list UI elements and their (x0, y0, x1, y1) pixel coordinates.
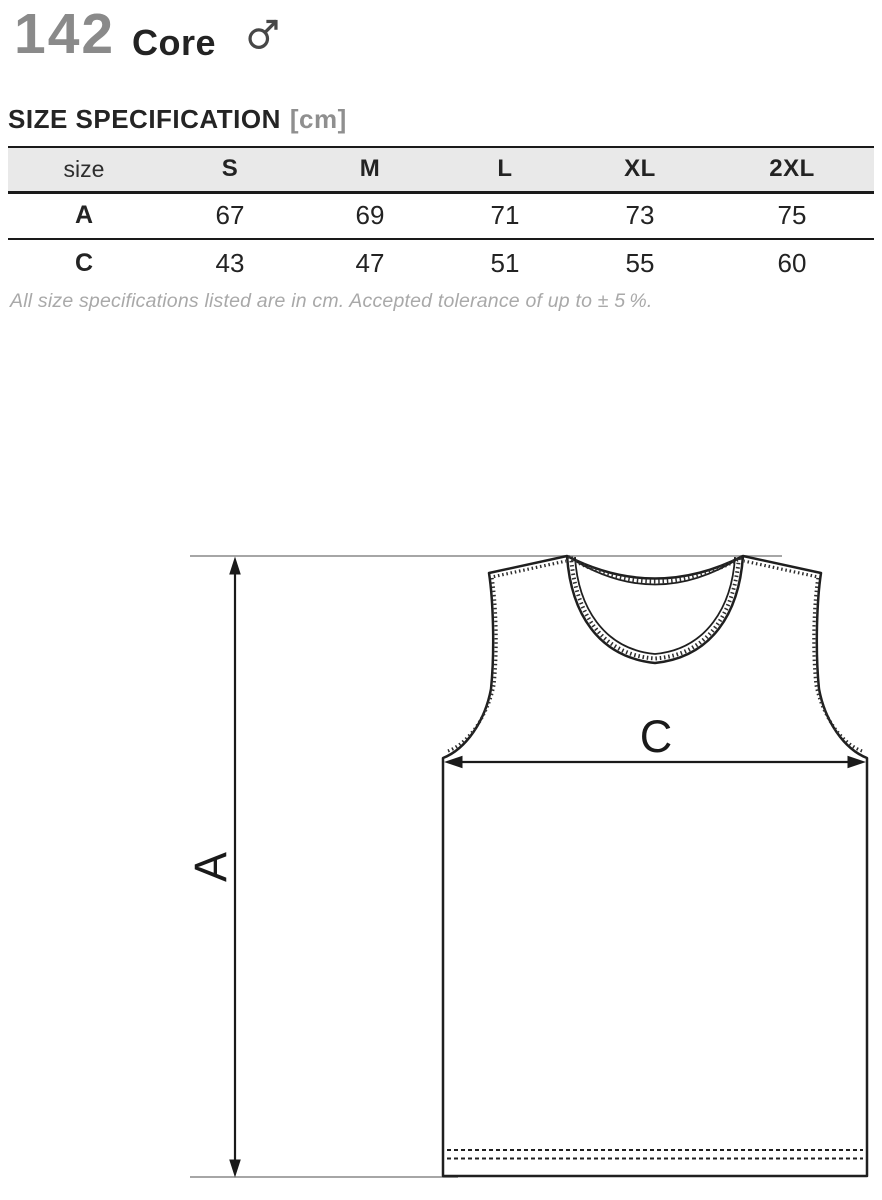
section-unit: [cm] (289, 104, 347, 134)
size-value: 60 (777, 247, 807, 278)
size-value: 71 (490, 200, 520, 231)
size-value: 75 (777, 200, 807, 231)
size-table (8, 146, 874, 286)
section-header (8, 104, 347, 135)
size-value: 43 (215, 247, 245, 278)
column-header-s: S (221, 155, 239, 183)
product-number: 142 (14, 2, 116, 66)
size-value: 73 (625, 200, 655, 231)
column-header-m: M (359, 155, 381, 183)
section-title: SIZE SPECIFICATION (8, 104, 281, 134)
column-header-2xl: 2XL (769, 155, 815, 183)
column-header-size: size (63, 155, 105, 182)
row-label-a: A (74, 201, 94, 230)
table-row-c (8, 239, 874, 286)
column-header-l: L (497, 155, 513, 183)
size-value: 47 (355, 247, 385, 278)
male-icon (246, 14, 280, 52)
size-value: 51 (490, 247, 520, 278)
height-dimension-label: A (185, 851, 236, 883)
column-header-xl: XL (624, 155, 656, 183)
size-value: 55 (625, 247, 655, 278)
table-row-a (8, 192, 874, 239)
size-table-header-row (8, 147, 874, 192)
product-name: Core (132, 22, 217, 63)
row-label-c: C (74, 248, 94, 277)
chest-dimension-label: C (639, 711, 673, 762)
size-value: 67 (215, 200, 245, 231)
size-value: 69 (355, 200, 385, 231)
tank-top-outline (443, 556, 867, 1176)
tolerance-footnote: All size specifications listed are in cm. Accepted tolerance of up to ± 5 %. (10, 290, 653, 312)
